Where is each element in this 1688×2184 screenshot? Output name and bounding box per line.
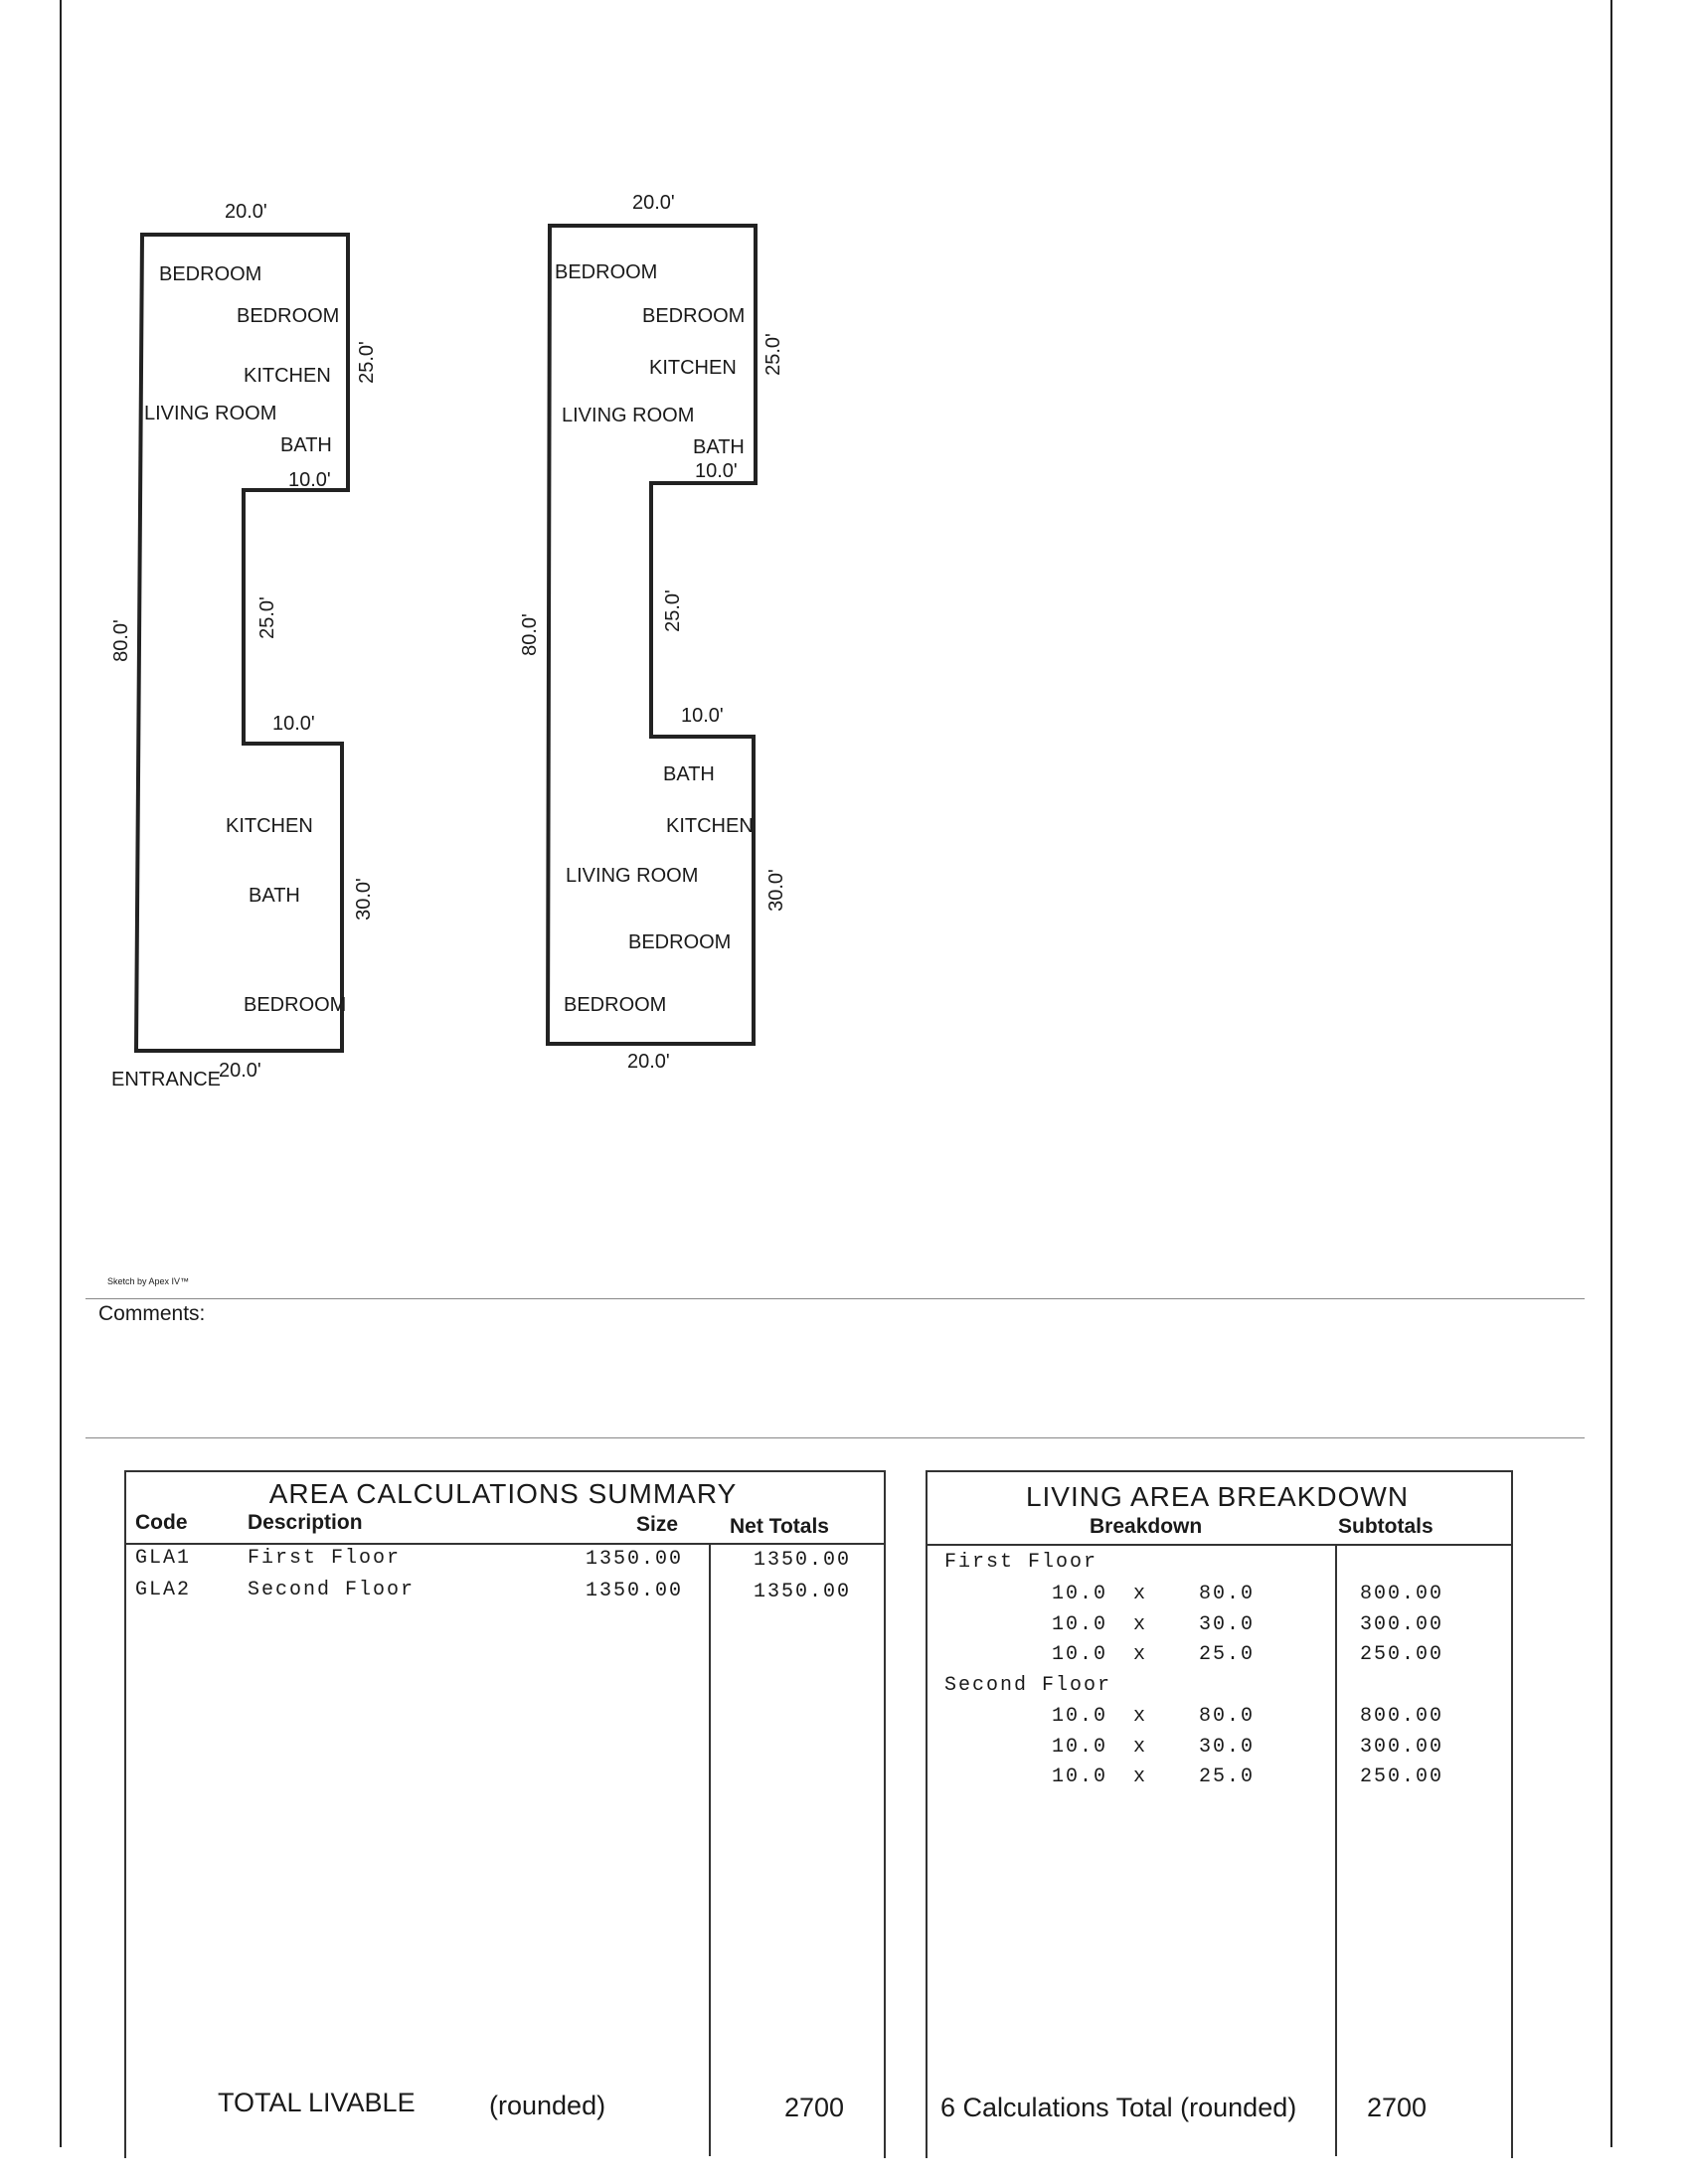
- living-row-b: 80.0: [1199, 1583, 1256, 1605]
- room-label: KITCHEN: [666, 815, 754, 837]
- room-label: BATH: [249, 885, 300, 907]
- living-header-breakdown: Breakdown: [1090, 1515, 1203, 1538]
- calculations-total-value: 2700: [1367, 2093, 1428, 2122]
- area-summary-title: AREA CALCULATIONS SUMMARY: [268, 1478, 738, 1509]
- dim-notch-bottom: 10.0': [272, 713, 315, 735]
- calculations-total-label: 6 Calculations Total (rounded): [940, 2093, 1297, 2122]
- living-header-subtotals: Subtotals: [1338, 1515, 1434, 1538]
- living-group-name: Second Floor: [944, 1674, 1112, 1697]
- area-row-net: 1350.00: [754, 1581, 852, 1603]
- area-row-size: 1350.00: [586, 1548, 684, 1571]
- area-row-code: GLA1: [135, 1547, 192, 1570]
- room-label: BEDROOM: [642, 305, 746, 327]
- room-label: LIVING ROOM: [562, 405, 695, 426]
- room-label: LIVING ROOM: [566, 865, 699, 887]
- living-row-a: 10.0: [1052, 1643, 1108, 1666]
- comments-divider-top: [85, 1298, 1585, 1299]
- total-livable-label: TOTAL LIVABLE: [218, 2088, 416, 2117]
- room-label: BEDROOM: [244, 994, 347, 1016]
- dim-notch-height: 25.0': [661, 589, 684, 632]
- total-livable-value: 2700: [784, 2093, 845, 2122]
- living-row-b: 30.0: [1199, 1613, 1256, 1636]
- area-row-description: First Floor: [248, 1547, 402, 1570]
- room-label: BEDROOM: [555, 261, 658, 283]
- dim-bottom-width: 20.0': [627, 1051, 670, 1073]
- dim-bottom-width: 20.0': [219, 1060, 261, 1082]
- living-row-x: x: [1133, 1736, 1148, 1759]
- living-row-a: 10.0: [1052, 1736, 1108, 1759]
- living-row-x: x: [1133, 1765, 1148, 1788]
- first-floor-outline: [136, 235, 348, 1051]
- living-row-sub: 800.00: [1360, 1705, 1444, 1728]
- area-header-code: Code: [135, 1511, 188, 1534]
- living-row-b: 25.0: [1199, 1765, 1256, 1788]
- living-row-sub: 300.00: [1360, 1613, 1444, 1636]
- dim-upper-right: 25.0': [355, 341, 378, 384]
- room-label: BEDROOM: [159, 263, 262, 285]
- dim-notch-top: 10.0': [695, 460, 738, 482]
- entrance-label: ENTRANCE: [111, 1069, 222, 1091]
- area-header-rule: [126, 1543, 884, 1545]
- room-label: BEDROOM: [628, 931, 732, 953]
- comments-divider-bottom: [85, 1437, 1585, 1438]
- living-row-b: 30.0: [1199, 1736, 1256, 1759]
- second-floor-outline: [548, 226, 756, 1044]
- dim-notch-height: 25.0': [255, 596, 278, 639]
- living-row-sub: 250.00: [1360, 1643, 1444, 1666]
- area-row-code: GLA2: [135, 1579, 192, 1601]
- area-net-column-rule: [709, 1543, 711, 2156]
- dim-notch-top: 10.0': [288, 469, 331, 491]
- dim-notch-bottom: 10.0': [681, 705, 724, 727]
- dim-total-height: 80.0': [518, 613, 541, 656]
- area-row-description: Second Floor: [248, 1579, 416, 1601]
- room-label: BATH: [280, 434, 332, 456]
- area-header-net: Net Totals: [730, 1515, 829, 1538]
- living-row-b: 80.0: [1199, 1705, 1256, 1728]
- living-row-sub: 800.00: [1360, 1583, 1444, 1605]
- living-area-title: LIVING AREA BREAKDOWN: [1025, 1481, 1410, 1512]
- living-row-x: x: [1133, 1705, 1148, 1728]
- living-row-a: 10.0: [1052, 1583, 1108, 1605]
- living-header-rule: [928, 1544, 1511, 1546]
- living-subtotal-column-rule: [1335, 1544, 1337, 2156]
- room-label: KITCHEN: [226, 815, 313, 837]
- living-row-a: 10.0: [1052, 1613, 1108, 1636]
- room-label: BEDROOM: [237, 305, 340, 327]
- area-row-net: 1350.00: [754, 1549, 852, 1572]
- living-row-x: x: [1133, 1613, 1148, 1636]
- living-row-x: x: [1133, 1643, 1148, 1666]
- dim-top-width: 20.0': [632, 192, 675, 214]
- living-row-sub: 250.00: [1360, 1765, 1444, 1788]
- room-label: BEDROOM: [564, 994, 667, 1016]
- area-header-description: Description: [248, 1511, 363, 1534]
- living-row-x: x: [1133, 1583, 1148, 1605]
- comments-label: Comments:: [98, 1302, 206, 1325]
- room-label: KITCHEN: [649, 357, 737, 379]
- living-row-b: 25.0: [1199, 1643, 1256, 1666]
- room-label: KITCHEN: [244, 365, 331, 387]
- sketch-credit: Sketch by Apex IV™: [107, 1276, 190, 1286]
- living-row-a: 10.0: [1052, 1765, 1108, 1788]
- living-row-a: 10.0: [1052, 1705, 1108, 1728]
- living-row-sub: 300.00: [1360, 1736, 1444, 1759]
- dim-upper-right: 25.0': [761, 333, 784, 376]
- dim-lower-right: 30.0': [764, 869, 787, 912]
- room-label: BATH: [693, 436, 745, 458]
- dim-top-width: 20.0': [225, 201, 267, 223]
- area-row-size: 1350.00: [586, 1580, 684, 1602]
- dim-total-height: 80.0': [109, 619, 132, 662]
- area-header-size: Size: [636, 1513, 679, 1536]
- area-summary-box: [124, 1470, 886, 2158]
- living-group-name: First Floor: [944, 1551, 1098, 1574]
- dim-lower-right: 30.0': [352, 878, 375, 921]
- room-label: BATH: [663, 763, 715, 785]
- total-livable-rounded: (rounded): [489, 2091, 606, 2120]
- room-label: LIVING ROOM: [144, 403, 277, 424]
